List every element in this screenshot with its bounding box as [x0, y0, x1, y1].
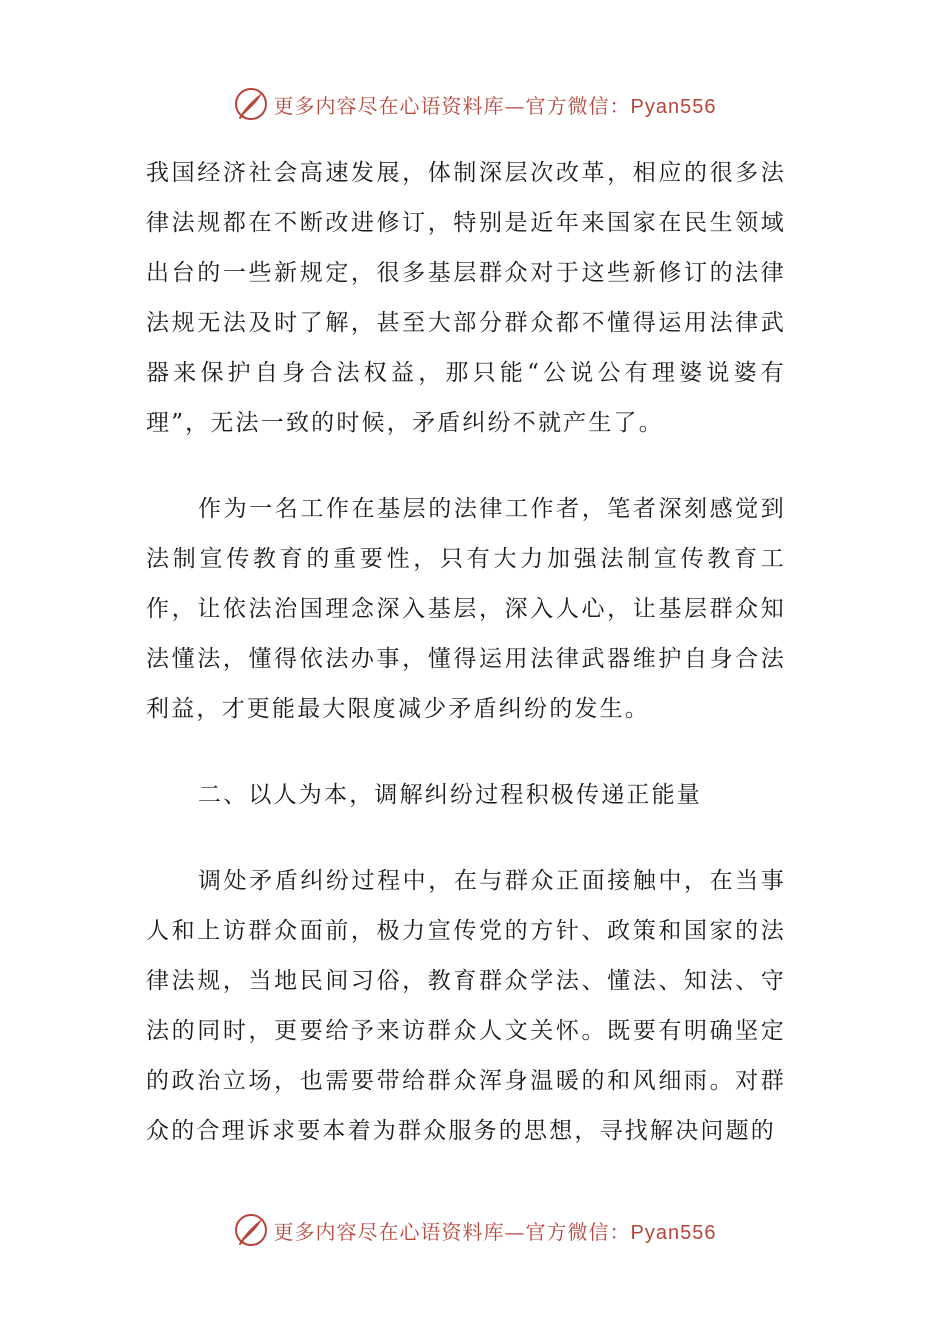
document-body: [146, 148, 786, 1192]
section-heading: 二、以人为本，调解纠纷过程积极传递正能量: [198, 782, 702, 808]
footer-wechat-id: Pyan556: [630, 1221, 717, 1244]
paragraph-1: 我国经济社会高速发展，体制深层次改革，相应的很多法律法规都在不断改进修订，特别是近年来国家在民生领域出台的一些新规定，很多基层群众对于这些新修订的法律法规无法及时了解，甚至大部分群众都不懂得运用法律武器来保护自身合法权益，那只能“公说公有理婆说婆有理”，无法一致的时候，矛盾纠纷不就产生了。: [146, 160, 786, 436]
header-banner-text: 更多内容尽在心语资料库—官方微信：Pyan556: [273, 93, 717, 118]
paragraph-3: 调处矛盾纠纷过程中，在与群众正面接触中，在当事人和上访群众面前，极力宣传党的方针、政策和国家的法律法规，当地民间习俗，教育群众学法、懂法、知法、守法的同时，更要给予来访群众人文关怀。既要有明确坚定的政治立场，也需要带给群众浑身温暖的和风细雨。对群众的合理诉求要本着为群众服务的思想，寻找解决问题的: [146, 868, 786, 1144]
quill-pen-logo-icon: [234, 1213, 268, 1247]
paragraph-2: 作为一名工作在基层的法律工作者，笔者深刻感觉到法制宣传教育的重要性，只有大力加强法制宣传教育工作，让依法治国理念深入基层，深入人心，让基层群众知法懂法，懂得依法办事，懂得运用法律武器维护自身合法利益，才更能最大限度减少矛盾纠纷的发生。: [146, 496, 786, 722]
footer-banner: [0, 1210, 950, 1250]
header-wechat-id: Pyan556: [630, 95, 717, 118]
footer-banner-text: 更多内容尽在心语资料库—官方微信：Pyan556: [273, 1219, 717, 1244]
header-banner: [0, 84, 950, 124]
quill-pen-logo-icon: [234, 87, 268, 121]
